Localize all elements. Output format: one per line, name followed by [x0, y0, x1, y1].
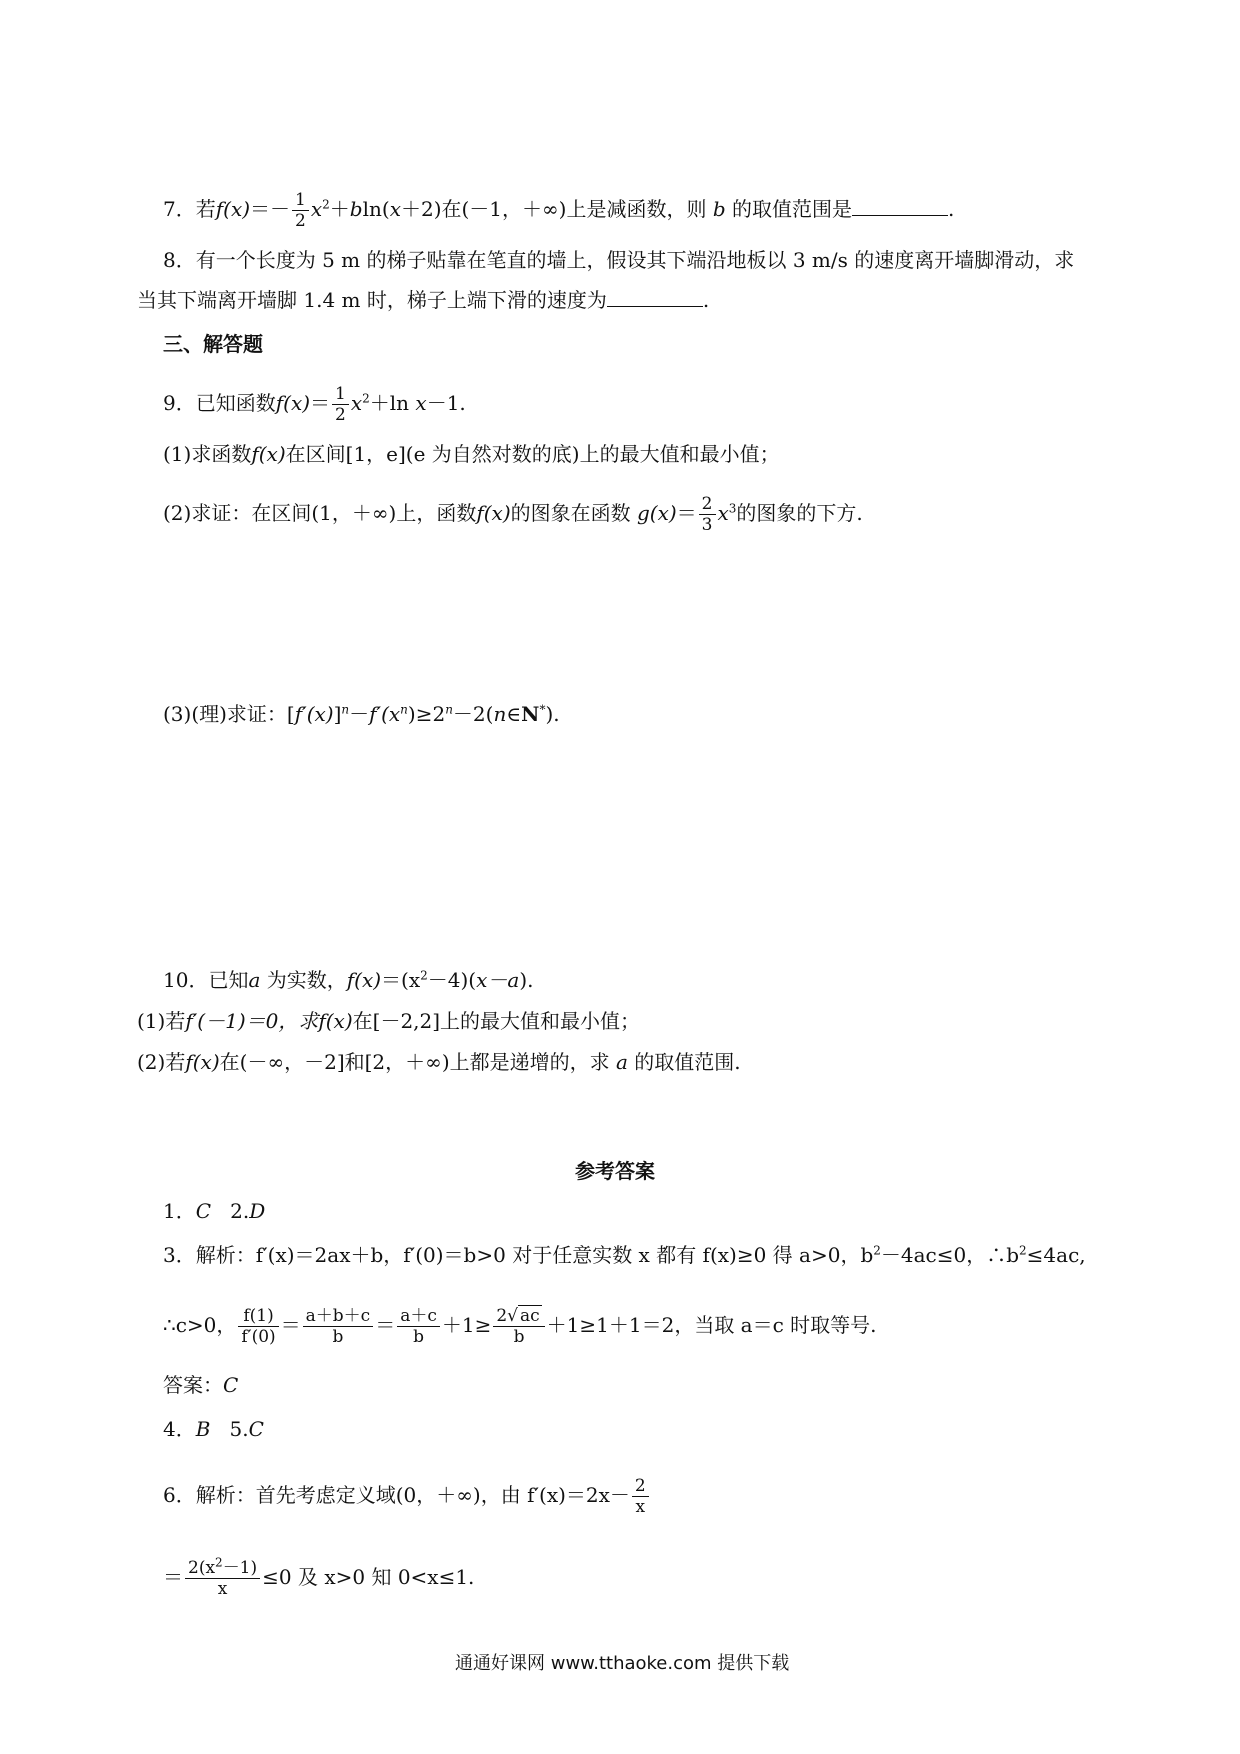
- question-9: 9．已知函数f(x)＝ $\frac{1}{2}$ $x^2+\ln$ x－1.: [163, 384, 466, 425]
- question-8-line1: 8．有一个长度为 5 m 的梯子贴靠在笔直的墙上，假设其下端沿地板以 3 m/s 的速度离开墙脚滑动，求: [163, 248, 1075, 272]
- question-9-part3: (3)(理)求证：$[f'(x)]^n-f'(x^n)\ge 2^n-2(n\in N^*)$.: [163, 702, 560, 726]
- fraction: $\frac{2}{x}$: [632, 1476, 649, 1517]
- fraction: $\frac{2√ ac}{b}$: [493, 1306, 544, 1347]
- question-7: 7．若f(x)＝－ $\frac{1}{2}$ $x^2+bln(x+2)$在(－1，＋∞)上是减函数，则 b 的取值范围是 .: [163, 190, 955, 231]
- fraction: $\frac{2(x^2-1)}{x}$: [185, 1558, 260, 1599]
- answer-blank: [607, 288, 703, 307]
- answer-3-line2: ∴c>0， $\frac{f(1)}{f'(0)}$ ＝ $\frac{a+b+c}{b}$ ＝ $\frac{a+c}{b}$ ＋1≥ $\frac{2√ ac}{b}$ ＋1≥1＋1＝2，当取 a＝c 时取等号.: [163, 1306, 877, 1347]
- page-footer: 通通好课网 www.tthaoke.com 提供下载: [455, 1653, 790, 1674]
- answer-6-line1: 6．解析：首先考虑定义域(0，＋∞)，由 f′(x)＝2x－ $\frac{2}{x}$: [163, 1476, 651, 1517]
- question-8-line2: 当其下端离开墙脚 1.4 m 时，梯子上端下滑的速度为 .: [137, 288, 710, 312]
- fraction: $\frac{f(1)}{f'(0)}$: [238, 1306, 278, 1347]
- answer-6-line2: ＝ $\frac{2(x^2-1)}{x}$ ≤0 及 x>0 知 0<x≤1.: [163, 1555, 475, 1599]
- fraction: $\frac{2}{3}$: [699, 494, 716, 535]
- answers-title: 参考答案: [575, 1159, 655, 1183]
- answer-3-line1: 3．解析：f′(x)＝2ax＋b，f′(0)＝b>0 对于任意实数 x 都有 f(x)≥0 得 a>0，$b^2-4ac\le 0$，$\therefore b^2\le 4ac$,: [163, 1243, 1086, 1267]
- fraction: $\frac{a+b+c}{b}$: [303, 1306, 374, 1347]
- question-10-part1: (1)若f′(－1)＝0，求f(x)在[－2,2]上的最大值和最小值；: [137, 1009, 641, 1033]
- question-10-part2: (2)若f(x)在(－∞，－2]和[2，＋∞)上都是递增的，求 a 的取值范围.: [137, 1050, 741, 1074]
- answer-blank: [852, 197, 948, 216]
- answer-4-5: 4．B 5.C: [163, 1417, 264, 1441]
- answer-3-result: 答案：C: [163, 1373, 239, 1397]
- question-10: 10．已知a 为实数，$f(x)=(x^2-4)(x-a)$.: [163, 968, 534, 992]
- question-9-part1: (1)求函数f(x)在区间[1，e](e 为自然对数的底)上的最大值和最小值；: [163, 442, 780, 466]
- fraction: $\frac{1}{2}$: [292, 190, 309, 231]
- fraction: $\frac{a+c}{b}$: [397, 1306, 440, 1347]
- question-9-part2: (2)求证：在区间(1，＋∞)上，函数f(x)的图象在函数 g(x)＝ $\frac{2}{3}$ $x^3$的图象的下方.: [163, 494, 863, 535]
- answer-1-2: 1．C 2.D: [163, 1199, 266, 1223]
- section-heading: 三、解答题: [163, 332, 263, 356]
- fraction: $\frac{1}{2}$: [332, 384, 349, 425]
